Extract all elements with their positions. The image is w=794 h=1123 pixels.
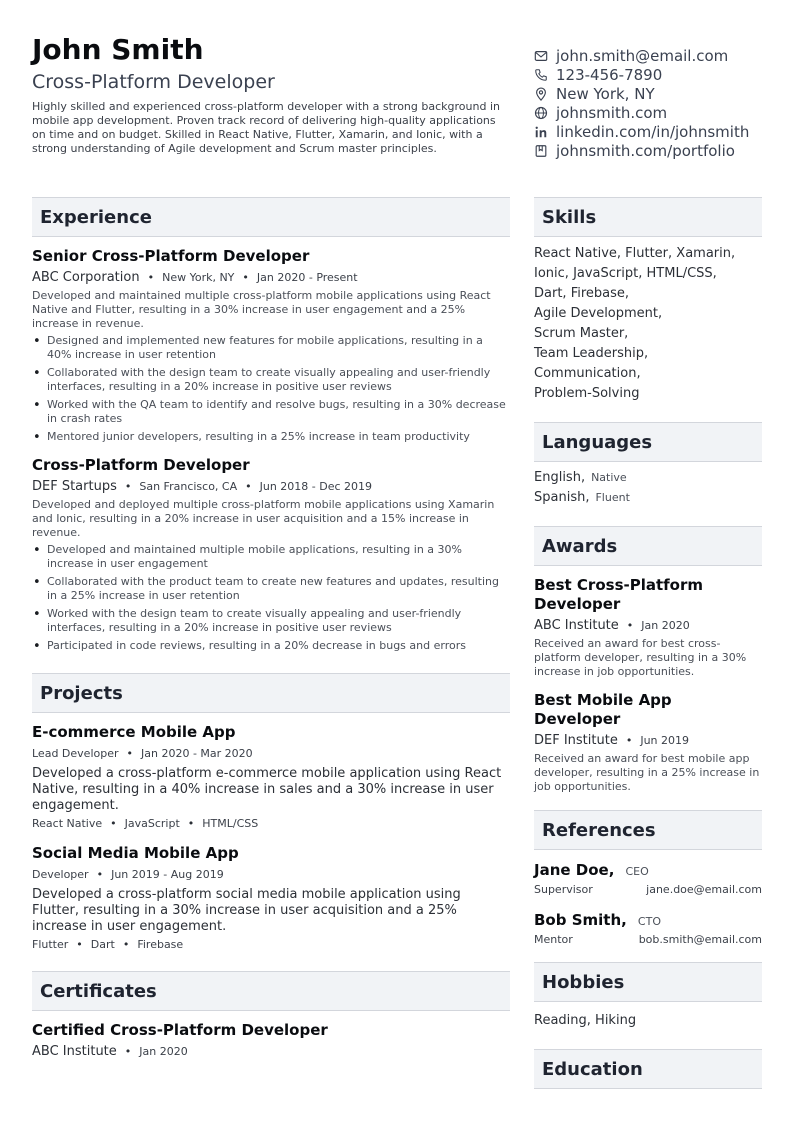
project-meta [32, 866, 510, 883]
award-description: Received an award for best mobile app developer, resulting in a 25% increase in job opportunities. [534, 752, 760, 793]
contact-list [534, 46, 784, 160]
language-level: Native [591, 471, 627, 484]
globe-icon [534, 106, 548, 120]
skill-item: HTML/CSS, [646, 266, 717, 281]
language-name: Spanish, [534, 490, 590, 505]
skill-item: Scrum Master, [534, 326, 629, 341]
skill-item: Agile Development, [534, 306, 663, 321]
candidate-name: John Smith [32, 33, 204, 66]
section-heading-awards: Awards [534, 526, 762, 566]
bookmark-icon [534, 144, 548, 158]
separator-dot: • [96, 868, 104, 881]
award-item [534, 576, 762, 679]
reference-header [534, 860, 762, 879]
section-heading-hobbies: Hobbies [534, 962, 762, 1002]
tech-tag: React Native [32, 817, 103, 830]
award-meta [534, 617, 762, 634]
website-text: johnsmith.com [556, 103, 668, 122]
separator-dot: • [625, 734, 633, 747]
separator-dot: • [242, 271, 249, 284]
section-heading-languages: Languages [534, 422, 762, 462]
left-column [32, 197, 510, 1060]
award-date: Jun 2019 [640, 734, 690, 747]
skills-list [534, 244, 762, 404]
separator-dot: • [76, 938, 83, 951]
tech-tag: Dart [90, 938, 115, 951]
tech-tag: Flutter [32, 938, 69, 951]
company: DEF Startups [32, 479, 117, 494]
job-title: Senior Cross-Platform Developer [32, 247, 310, 265]
reference-role: CEO [625, 865, 649, 878]
linkedin-icon [534, 125, 548, 139]
separator-dot: • [187, 817, 195, 830]
skill-item: Problem-Solving [534, 386, 640, 401]
award-description: Received an award for best cross-platform developer, resulting in a 30% increase in job opportunities. [534, 637, 747, 678]
skill-item: Flutter, [625, 246, 673, 261]
contact-location [534, 84, 784, 103]
reference-relation: Supervisor [534, 883, 593, 896]
language-level: Fluent [595, 491, 630, 504]
language-name: English, [534, 470, 586, 485]
experience-item [32, 456, 510, 653]
location-text: New York, NY [556, 84, 655, 103]
skill-item: Team Leadership, [534, 346, 649, 361]
list-item: • Collaborated with the design team to create visually appealing and user-friendly interfaces, resulting in a 20% increase in positive user reviews [47, 366, 510, 394]
reference-header [534, 910, 762, 929]
certificate-issuer: ABC Institute [32, 1044, 117, 1059]
tech-tag: HTML/CSS [202, 817, 259, 830]
list-item: • Worked with the QA team to identify and resolve bugs, resulting in a 30% decrease in crash rates [47, 398, 510, 426]
award-title: Best Mobile App Developer [534, 691, 672, 728]
separator-dot: • [147, 271, 155, 284]
skill-item: Firebase, [570, 286, 630, 301]
project-item [32, 844, 510, 951]
experience-item [32, 247, 510, 444]
project-tech [32, 817, 510, 830]
certificate-item [32, 1021, 510, 1060]
hobby-item: Hiking [595, 1013, 637, 1028]
award-meta [534, 732, 762, 749]
separator-dot: • [122, 938, 130, 951]
separator-dot: • [110, 817, 117, 830]
list-item: • Collaborated with the product team to create new features and updates, resulting in a 25% increase in user retention [47, 575, 510, 603]
reference-item [534, 910, 762, 946]
list-item: • Designed and implemented new features for mobile applications, resulting in a 40% increase in user retention [47, 334, 510, 362]
award-issuer: DEF Institute [534, 733, 618, 748]
languages-list [534, 468, 762, 508]
list-item: • Worked with the design team to create visually appealing and user-friendly interfaces, resulting in a 20% increase in positive user reviews [47, 607, 510, 635]
job-meta [32, 478, 510, 495]
email-text: john.smith@email.com [556, 46, 729, 65]
project-meta [32, 745, 510, 762]
section-heading-references: References [534, 810, 762, 850]
certificate-date: Jan 2020 [139, 1045, 188, 1058]
contact-linkedin[interactable] [534, 122, 784, 141]
skill-item: Xamarin, [676, 246, 736, 261]
company: ABC Corporation [32, 270, 140, 285]
summary: Highly skilled and experienced cross-platform developer with a strong background in mobile app development. Proven track record of delivering high-quality applications on time and on budget. Skilled in React Native, Flutter, Xamarin, and Ionic, with a strong understanding of Agile development and Scrum master principles. [32, 100, 500, 155]
section-heading-certificates: Certificates [32, 971, 510, 1011]
separator-dot: • [124, 480, 132, 493]
project-dates: Jan 2020 - Mar 2020 [141, 747, 253, 760]
contact-phone[interactable] [534, 65, 784, 84]
reference-role: CTO [637, 915, 661, 928]
project-role: Lead Developer [32, 747, 119, 760]
project-role: Developer [32, 868, 89, 881]
language-item [534, 488, 762, 508]
skill-item: Ionic, [534, 266, 569, 281]
list-item: • Participated in code reviews, resulting in a 20% decrease in bugs and errors [47, 639, 510, 653]
reference-name: Jane Doe, [534, 861, 615, 879]
reference-name: Bob Smith, [534, 911, 627, 929]
candidate-title: Cross-Platform Developer [32, 71, 275, 93]
mail-icon [534, 49, 548, 63]
job-dates: Jan 2020 - Present [256, 271, 358, 284]
contact-email[interactable] [534, 46, 784, 65]
project-dates: Jun 2019 - Aug 2019 [111, 868, 224, 881]
award-date: Jan 2020 [641, 619, 690, 632]
linkedin-text: linkedin.com/in/johnsmith [556, 122, 750, 141]
project-description: Developed a cross-platform e-commerce mobile application using React Native, resulting in a 40% increase in sales and a 30% increase in user engagement. [32, 766, 502, 813]
certificate-meta [32, 1043, 510, 1060]
project-name: E-commerce Mobile App [32, 723, 236, 741]
job-description: Developed and maintained multiple cross-platform mobile applications using React Native and Flutter, resulting in a 30% increase in user engagement and a 25% increase in revenue. [32, 289, 491, 330]
section-heading-experience: Experience [32, 197, 510, 237]
job-bullets [32, 543, 510, 653]
job-description: Developed and deployed multiple cross-platform mobile applications using Xamarin and Ionic, resulting in a 20% increase in user acquisition and a 15% increase in revenue. [32, 498, 495, 539]
skill-item: React Native, [534, 246, 622, 261]
job-meta [32, 269, 510, 286]
section-heading-skills: Skills [534, 197, 762, 237]
project-tech [32, 938, 510, 951]
project-name: Social Media Mobile App [32, 844, 239, 862]
phone-text: 123-456-7890 [556, 65, 663, 84]
job-title: Cross-Platform Developer [32, 456, 250, 474]
reference-item [534, 860, 762, 896]
reference-details [534, 883, 762, 896]
hobby-item: Reading, [534, 1013, 591, 1028]
location-pin-icon [534, 87, 548, 101]
tech-tag: Firebase [137, 938, 184, 951]
portfolio-text: johnsmith.com/portfolio [556, 141, 735, 160]
project-description: Developed a cross-platform social media mobile application using Flutter, resulting in a 30% increase in user acquisition and a 25% increase in user engagement. [32, 887, 461, 934]
language-item [534, 468, 762, 488]
job-dates: Jun 2018 - Dec 2019 [259, 480, 373, 493]
project-item [32, 723, 510, 830]
contact-website[interactable] [534, 103, 784, 122]
separator-dot: • [245, 480, 252, 493]
section-heading-education: Education [534, 1049, 762, 1089]
award-item [534, 691, 762, 794]
header [32, 34, 512, 156]
skill-item: Communication, [534, 366, 641, 381]
award-issuer: ABC Institute [534, 618, 619, 633]
job-location: New York, NY [162, 271, 235, 284]
separator-dot: • [126, 747, 133, 760]
reference-email[interactable]: bob.smith@email.com [638, 933, 762, 946]
tech-tag: JavaScript [124, 817, 180, 830]
separator-dot: • [124, 1045, 132, 1058]
certificate-name: Certified Cross-Platform Developer [32, 1021, 328, 1039]
award-title: Best Cross-Platform Developer [534, 576, 704, 613]
phone-icon [534, 68, 548, 82]
reference-details [534, 933, 762, 946]
section-heading-projects: Projects [32, 673, 510, 713]
job-bullets [32, 334, 510, 444]
skill-item: JavaScript, [573, 266, 643, 281]
separator-dot: • [626, 619, 634, 632]
reference-email[interactable]: jane.doe@email.com [646, 883, 762, 896]
right-column [534, 197, 762, 1089]
list-item: • Mentored junior developers, resulting in a 25% increase in team productivity [47, 430, 510, 444]
contact-portfolio[interactable] [534, 141, 784, 160]
list-item: • Developed and maintained multiple mobile applications, resulting in a 30% increase in user engagement [47, 543, 510, 571]
reference-relation: Mentor [534, 933, 573, 946]
skill-item: Dart, [534, 286, 567, 301]
hobbies-list [534, 1011, 762, 1031]
job-location: San Francisco, CA [139, 480, 238, 493]
